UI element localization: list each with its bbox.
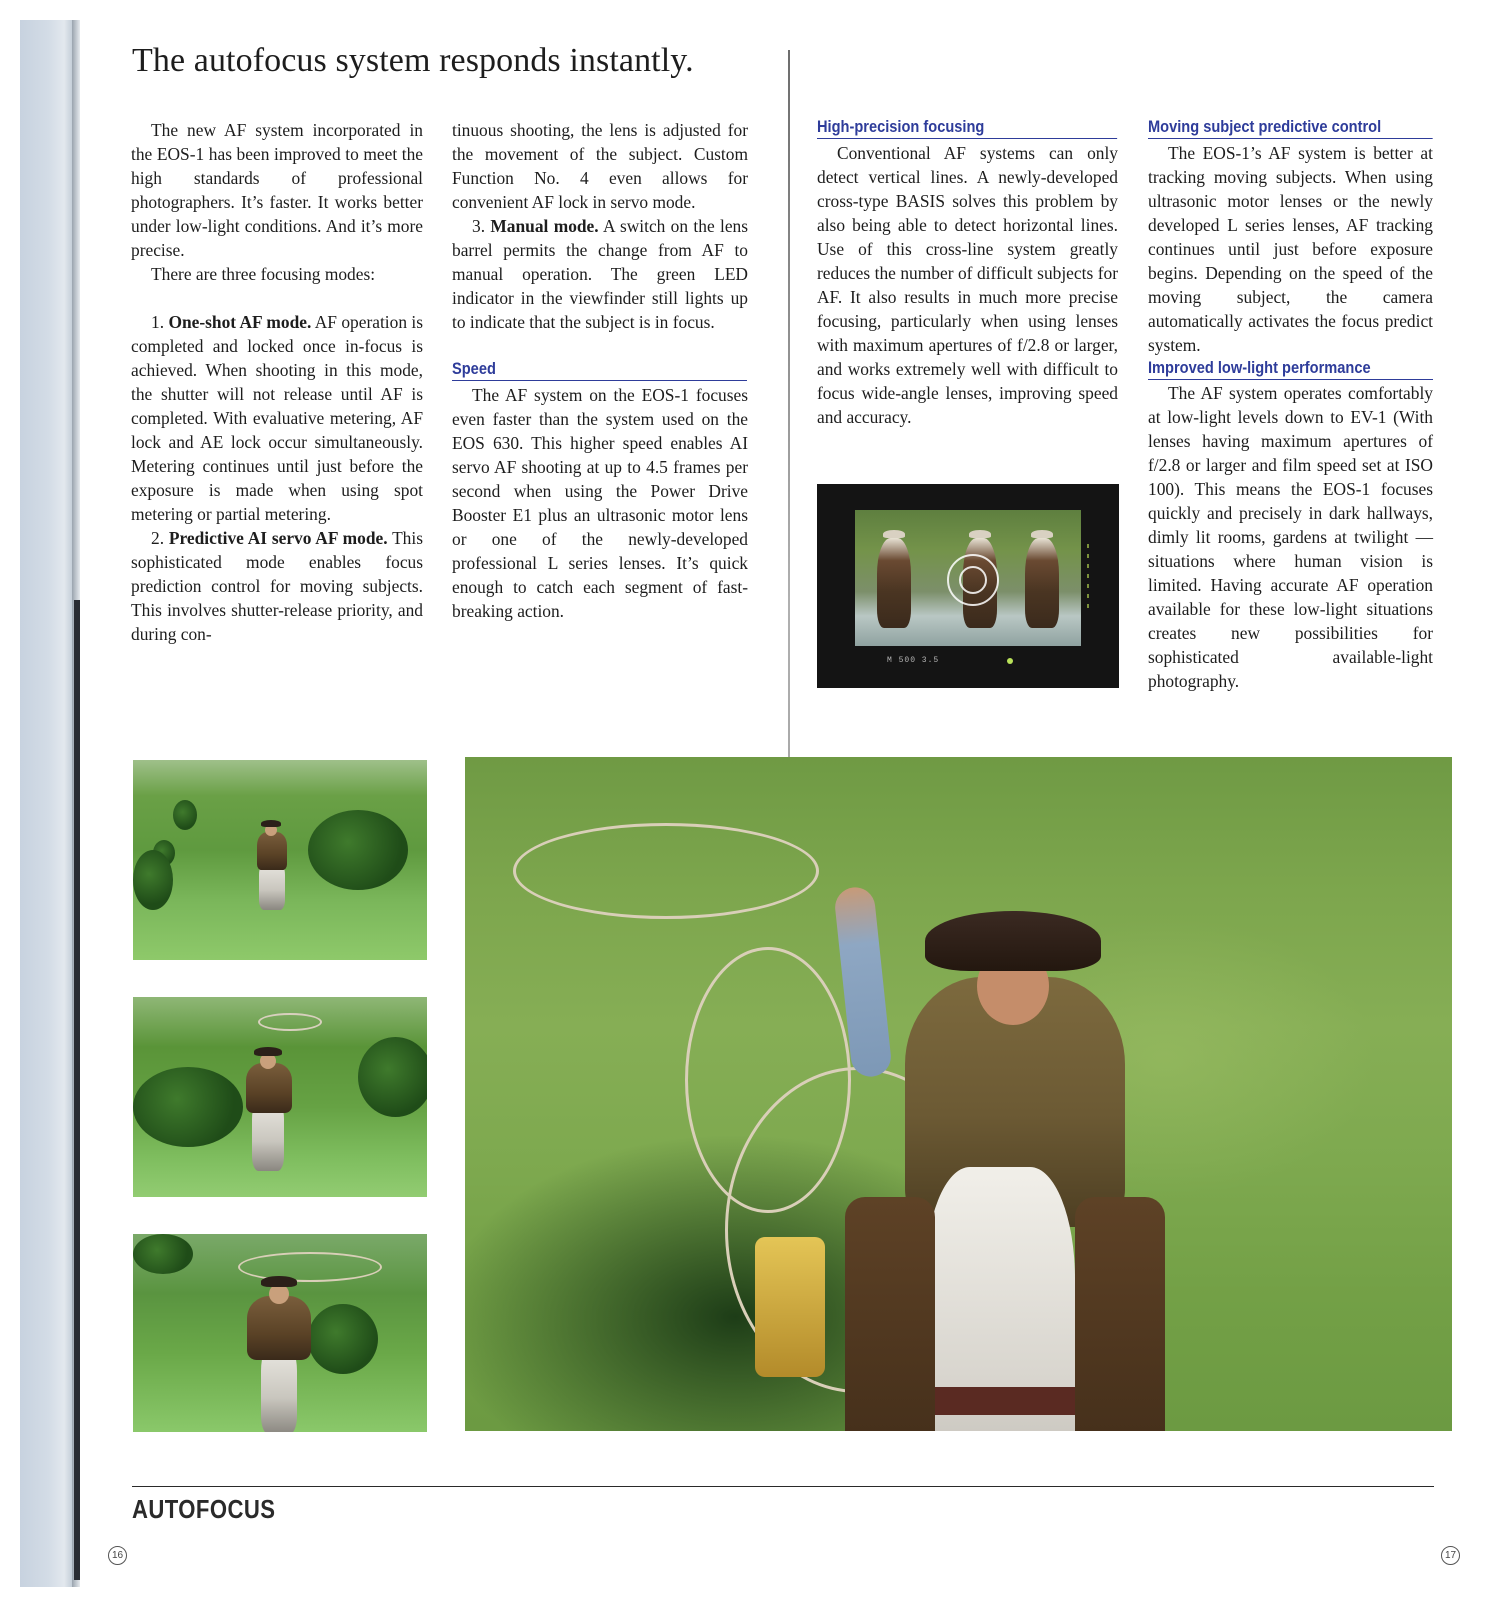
mode-number: 2. — [151, 528, 165, 548]
exposure-scale — [1087, 544, 1089, 614]
mode-title: Predictive AI servo AF mode. — [168, 528, 388, 548]
intro-paragraph: The new AF system incorporated in the EOS-1 has been improved to meet the high standards of professional photographers. It’s faster. It works better under low-light conditions. And it’s more precise. — [131, 120, 423, 260]
mode-number: 3. — [472, 216, 486, 236]
rider-figure — [1025, 538, 1059, 628]
page-title: The autofocus system responds instantly. — [132, 42, 694, 79]
precision-paragraph: Conventional AF systems can only detect vertical lines. A newly-developed cross-type BASIS solves this problem by also being able to detect horizontal lines. Use of this cross-line system greatly reduces the number of difficult subjects for AF. It also results in much more precise focusing, particularly when using lenses with maximum apertures of f/2.8 or larger, and works extremely well with difficult to focus wide-angle lenses, improving speed and accuracy. — [817, 143, 1118, 427]
lasso-shape — [258, 1013, 322, 1031]
mode-ai-servo — [131, 526, 423, 646]
bush-shape — [133, 850, 173, 910]
lasso-loop — [513, 823, 819, 919]
bush-shape — [308, 1304, 378, 1374]
bush-shape — [133, 1067, 243, 1147]
mode-title: Manual mode. — [490, 216, 599, 236]
page-number-left: 16 — [108, 1546, 127, 1565]
mode-number: 1. — [151, 312, 165, 332]
precision-heading: High-precision focusing — [817, 116, 1117, 139]
viewfinder-scene — [855, 510, 1081, 646]
section-label: AUTOFOCUS — [132, 1494, 276, 1524]
mode-title: One-shot AF mode. — [168, 312, 312, 332]
lowlight-heading: Improved low-light performance — [1148, 358, 1371, 377]
footer-rule — [132, 1486, 1434, 1487]
lowlight-paragraph: The AF system operates comfortably at low-light levels down to EV-1 (With lenses having maximum apertures of f/2.8 or larger and film speed set at ISO 100). This means the EOS-1 focuses quickly and precisely in dark hallways, dimly lit rooms, gardens at twilight — situations where human vision is limited. Having accurate AF operation available for these low-light situations creates new possibilities for sophisticated available-light photography. — [1148, 383, 1433, 691]
lasso-shape — [238, 1252, 382, 1282]
bush-shape — [308, 810, 408, 890]
sequence-photo-1 — [133, 760, 427, 960]
mode-text: AF operation is completed and locked once in-focus is achieved. When shooting in this mode, the shutter will not release until AF is completed. With evaluative metering, AF lock and AE lock occur simultaneously. Metering continues until just before the exposure is made when using spot metering or partial metering. — [131, 312, 424, 524]
spine-shadow — [74, 600, 80, 1580]
hat-shape — [883, 530, 905, 538]
hat-shape — [969, 530, 991, 538]
page-number-right: 17 — [1441, 1546, 1460, 1565]
predictive-paragraph: The EOS-1’s AF system is better at tracking moving subjects. When using ultrasonic motor lenses or the newly developed L series lenses, AF tracking continues until just before exposure begins. Depending on the speed of the moving subject, the camera automatically activates the focus predict system. — [1148, 143, 1433, 355]
viewfinder-photo — [817, 484, 1119, 688]
speed-paragraph: The AF system on the EOS-1 focuses even faster than the system used on the EOS 630. This higher speed enables AI servo AF shooting at up to 4.5 frames per second when using the Power Drive Booster E1 plus an ultrasonic motor lens or one of the newly-developed professional L series lenses. It’s quick enough to catch each segment of fast-breaking action. — [452, 385, 748, 621]
af-point — [959, 566, 987, 594]
modes-intro: There are three focusing modes: — [151, 264, 376, 284]
sequence-photo-2 — [133, 997, 427, 1197]
text-column-1 — [131, 118, 423, 646]
focus-led-icon — [1007, 658, 1013, 664]
yellow-slicker — [755, 1237, 825, 1377]
viewfinder-readout: M 500 3.5 — [887, 656, 940, 665]
mode-text: A switch on the lens barrel permits the change from AF to manual operation. The green LED indicator in the viewfinder still lights up to indicate that the subject is in focus. — [452, 216, 749, 332]
mode-one-shot — [131, 310, 423, 526]
book-spine — [20, 20, 72, 1587]
predictive-heading: Moving subject predictive control — [1148, 116, 1432, 139]
mode-manual — [452, 214, 748, 334]
mode-text: This sophisticated mode enables focus prediction control for moving subjects. This involves shutter-release priority, and during con- — [131, 528, 423, 644]
hat-shape — [1031, 530, 1053, 538]
bush-shape — [358, 1037, 427, 1117]
bush-shape — [173, 800, 197, 830]
text-column-4 — [1148, 116, 1433, 693]
bush-shape — [133, 1234, 193, 1274]
speed-heading: Speed — [452, 358, 747, 381]
text-column-3 — [817, 116, 1118, 429]
text-column-2 — [452, 118, 748, 623]
rider-figure — [877, 538, 911, 628]
continued-paragraph: tinuous shooting, the lens is adjusted for the movement of the subject. Custom Function No. 4 even allows for convenient AF lock in servo mode. — [452, 120, 748, 212]
main-cowboy-photo — [465, 757, 1452, 1431]
sequence-photo-3 — [133, 1234, 427, 1432]
